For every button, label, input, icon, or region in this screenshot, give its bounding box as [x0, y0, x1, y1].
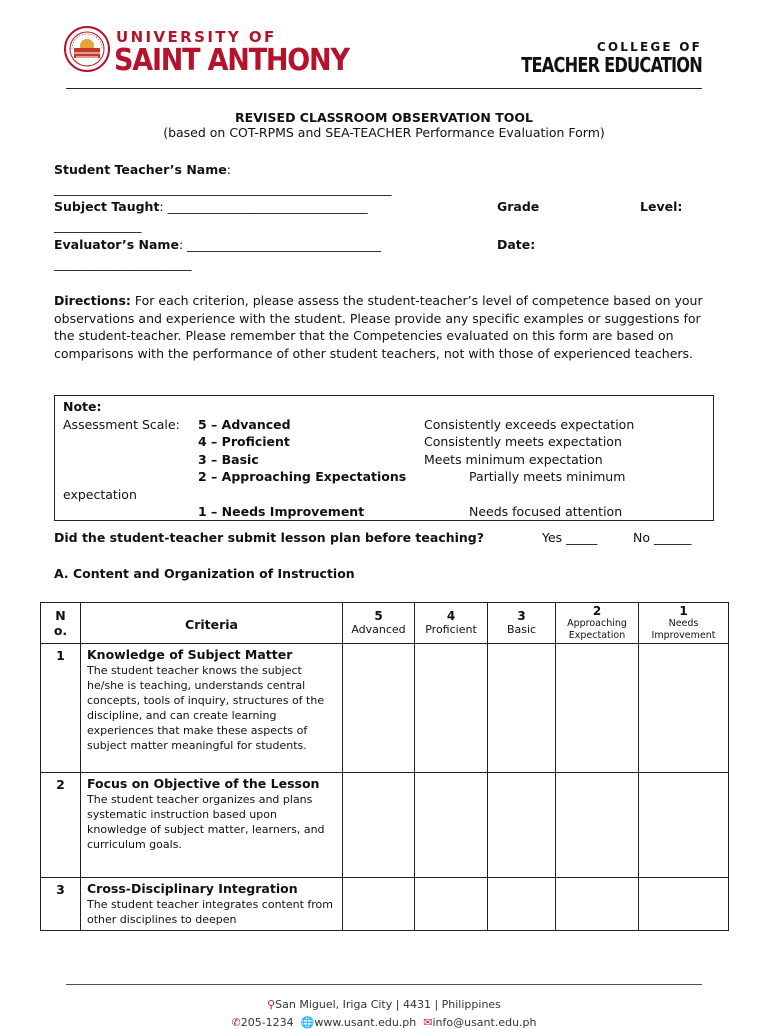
- table-row: [41, 773, 729, 878]
- scale-level-2: 2 – Approaching Expectations: [198, 469, 407, 484]
- rating-cell-5[interactable]: [343, 644, 415, 773]
- document-title: REVISED CLASSROOM OBSERVATION TOOL: [235, 110, 533, 125]
- scale-level-5: 5 – Advanced: [198, 417, 291, 432]
- row-number: 2: [41, 773, 81, 878]
- rating-cell-2[interactable]: [556, 878, 639, 931]
- criteria-title: Knowledge of Subject Matter: [87, 647, 293, 662]
- note-label: Note:: [63, 399, 102, 414]
- scale-desc-1: Needs focused attention: [469, 504, 623, 519]
- rating-cell-5[interactable]: [343, 773, 415, 878]
- footer-contacts: [0, 1016, 768, 1029]
- row-number: 1: [41, 644, 81, 773]
- footer-email[interactable]: info@usant.edu.ph: [432, 1016, 537, 1029]
- grade-level-line[interactable]: ______________: [54, 218, 142, 233]
- university-name-main: SAINT ANTHONY: [114, 43, 349, 78]
- table-row: [41, 878, 729, 931]
- college-name-main: TEACHER EDUCATION: [521, 54, 702, 78]
- criteria-table: [40, 602, 729, 931]
- rating-cell-1[interactable]: [639, 773, 729, 878]
- document-subtitle: (based on COT-RPMS and SEA-TEACHER Performance Evaluation Form): [163, 125, 605, 140]
- lesson-plan-no[interactable]: No ______: [633, 530, 692, 545]
- rating-cell-4[interactable]: [415, 878, 488, 931]
- subject-taught-line[interactable]: ________________________________: [167, 199, 368, 214]
- phone-icon: ✆: [231, 1016, 241, 1029]
- university-seal-icon: [64, 26, 110, 72]
- directions-text: For each criterion, please assess the student-teacher’s level of competence based on your observations and experience with the student. Please provide any specific examples or suggestions for the student-teacher. Please remember that the Competencies evaluated on this form are based on comparisons with the performance of other student teachers, not with those of experienced teachers.: [54, 293, 703, 361]
- date-line[interactable]: ______________________: [54, 256, 192, 271]
- lesson-plan-question: Did the student-teacher submit lesson plan before teaching?: [54, 530, 485, 545]
- criteria-cell: [81, 773, 343, 878]
- directions-label: Directions:: [54, 293, 131, 308]
- date-label: Date:: [497, 237, 536, 252]
- subject-taught-field: Subject Taught: ________________________________: [54, 199, 368, 214]
- scale-desc-5: Consistently exceeds expectation: [424, 417, 635, 432]
- scale-desc-2: Partially meets minimum: [469, 469, 626, 484]
- college-name-top: COLLEGE OF: [596, 40, 702, 54]
- header-no: No.: [41, 603, 81, 644]
- footer-address: ⚲San Miguel, Iriga City | 4431 | Philippines: [267, 998, 501, 1011]
- level-label: Level:: [640, 199, 683, 214]
- rating-cell-2[interactable]: [556, 644, 639, 773]
- directions-paragraph: [54, 292, 724, 362]
- rating-cell-2[interactable]: [556, 773, 639, 878]
- student-name-line[interactable]: ______________________________________________________: [54, 181, 392, 196]
- location-pin-icon: ⚲: [267, 998, 276, 1011]
- lesson-plan-yes[interactable]: Yes _____: [542, 530, 598, 545]
- note-box: [54, 395, 714, 521]
- header-5-advanced: 5 Advanced: [343, 603, 415, 644]
- university-name-top: UNIVERSITY OF: [116, 28, 277, 46]
- criteria-description: The student teacher integrates content from other disciplines to deepen: [87, 898, 334, 926]
- criteria-cell: [81, 644, 343, 773]
- header-divider: [66, 88, 702, 89]
- scale-desc-4: Consistently meets expectation: [424, 434, 622, 449]
- rating-cell-5[interactable]: [343, 878, 415, 931]
- header-2-approaching: 2 Approaching Expectation: [556, 603, 639, 644]
- header-1-needs-improvement: 1 Needs Improvement: [639, 603, 729, 644]
- row-number: 3: [41, 878, 81, 931]
- header-criteria: Criteria: [81, 603, 343, 644]
- section-a-heading: A. Content and Organization of Instruction: [54, 566, 355, 581]
- criteria-title: Focus on Objective of the Lesson: [87, 776, 320, 791]
- rating-cell-1[interactable]: [639, 878, 729, 931]
- criteria-title: Cross-Disciplinary Integration: [87, 881, 298, 896]
- footer-divider: [66, 984, 702, 985]
- rating-cell-3[interactable]: [488, 773, 556, 878]
- scale-level-4: 4 – Proficient: [198, 434, 290, 449]
- grade-label: Grade: [497, 199, 540, 214]
- footer-website[interactable]: www.usant.edu.ph: [314, 1016, 417, 1029]
- globe-icon: 🌐: [300, 1016, 315, 1029]
- scale-level-3: 3 – Basic: [198, 452, 259, 467]
- evaluator-name-line[interactable]: _______________________________: [187, 237, 381, 252]
- criteria-description: The student teacher organizes and plans systematic instruction based upon knowledge of subject matter, learners, and curriculum goals.: [87, 793, 325, 851]
- criteria-cell: [81, 878, 343, 931]
- assessment-scale-label: Assessment Scale:: [63, 417, 180, 432]
- table-row: [41, 644, 729, 773]
- scale-desc-2-wrap: expectation: [63, 487, 137, 502]
- table-header-row: [41, 603, 729, 644]
- student-name-label: Student Teacher’s Name:: [54, 162, 231, 177]
- rating-cell-3[interactable]: [488, 644, 556, 773]
- rating-cell-4[interactable]: [415, 773, 488, 878]
- mail-icon: ✉: [423, 1016, 433, 1029]
- rating-cell-1[interactable]: [639, 644, 729, 773]
- header-4-proficient: 4 Proficient: [415, 603, 488, 644]
- criteria-description: The student teacher knows the subject he/she is teaching, understands central concepts, tools of inquiry, structures of the discipline, and can create learning experiences that make these aspects of subject matter meaningful for students.: [87, 664, 325, 752]
- rating-cell-3[interactable]: [488, 878, 556, 931]
- header-3-basic: 3 Basic: [488, 603, 556, 644]
- scale-level-1: 1 – Needs Improvement: [198, 504, 365, 519]
- scale-desc-3: Meets minimum expectation: [424, 452, 603, 467]
- footer-phone: 205-1234: [240, 1016, 294, 1029]
- rating-cell-4[interactable]: [415, 644, 488, 773]
- evaluator-name-field: Evaluator’s Name: _______________________________: [54, 237, 381, 252]
